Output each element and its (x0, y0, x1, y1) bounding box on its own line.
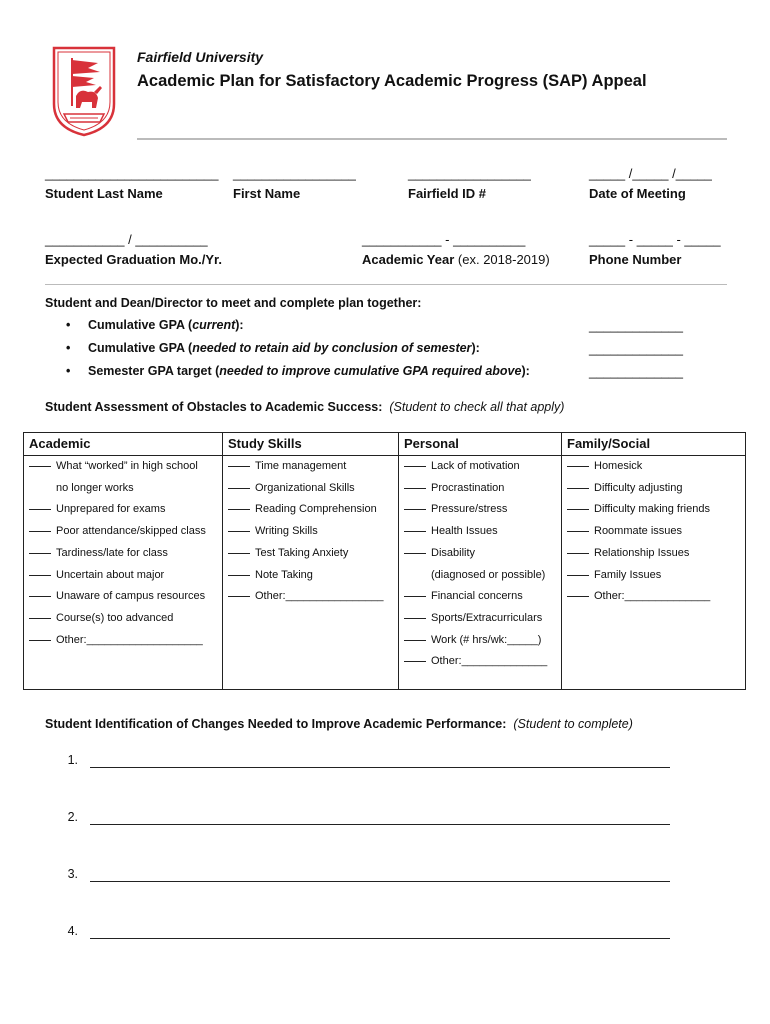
checklist-item[interactable] (29, 586, 222, 608)
first-name-label: First Name (233, 186, 301, 201)
academic-column (24, 456, 223, 690)
checklist-item[interactable] (228, 521, 398, 543)
last-name-field[interactable]: ________________________ (45, 166, 219, 181)
check-blank[interactable] (404, 522, 426, 532)
checklist-item[interactable] (567, 543, 745, 565)
check-blank[interactable] (567, 544, 589, 554)
item-label: no longer works (56, 481, 134, 494)
checklist-item-continuation (404, 565, 561, 587)
check-blank[interactable] (567, 500, 589, 510)
item-label: Course(s) too advanced (56, 611, 174, 624)
check-blank[interactable] (404, 587, 426, 597)
checklist-item[interactable] (228, 478, 398, 500)
checklist-item[interactable] (228, 456, 398, 478)
check-blank[interactable] (29, 609, 51, 619)
checklist-item[interactable] (567, 565, 745, 587)
gpa-item-suffix: ): (471, 341, 480, 355)
checklist-item[interactable] (567, 456, 745, 478)
checklist-item[interactable] (404, 651, 561, 673)
checklist-item[interactable] (567, 521, 745, 543)
changes-heading (45, 717, 633, 731)
section-divider (45, 284, 727, 285)
item-label: Poor attendance/skipped class (56, 525, 206, 538)
item-label: Difficulty making friends (594, 503, 710, 516)
item-label: Health Issues (431, 525, 498, 538)
check-blank[interactable] (228, 566, 250, 576)
item-label: Other:______________ (594, 590, 711, 603)
checklist-item[interactable] (404, 586, 561, 608)
academic-year-label (362, 252, 550, 267)
item-label: Uncertain about major (56, 568, 165, 581)
change-line-2[interactable] (90, 824, 670, 825)
obstacles-instruction: (Student to check all that apply) (389, 400, 565, 414)
check-blank[interactable] (29, 457, 51, 467)
academic-year-field[interactable]: ___________ - __________ (362, 232, 526, 247)
gpa-item-emphasis: current (192, 318, 236, 332)
check-blank[interactable] (29, 631, 51, 641)
bullet: • (66, 364, 71, 378)
checklist-item[interactable] (228, 565, 398, 587)
checklist-item[interactable] (404, 543, 561, 565)
check-blank[interactable] (567, 587, 589, 597)
check-blank[interactable] (29, 587, 51, 597)
change-number-3: 3. (67, 867, 78, 881)
item-label: Sports/Extracurriculars (431, 611, 543, 624)
check-blank[interactable] (567, 479, 589, 489)
item-label: Organizational Skills (255, 481, 355, 494)
change-number-2: 2. (67, 810, 78, 824)
checklist-item-continuation (29, 478, 222, 500)
last-name-label: Student Last Name (45, 186, 163, 201)
gpa-target-field[interactable]: _____________ (589, 364, 683, 379)
check-blank[interactable] (228, 587, 250, 597)
gpa-section-intro: Student and Dean/Director to meet and complete plan together: (45, 296, 422, 310)
check-blank[interactable] (29, 544, 51, 554)
item-label: Test Taking Anxiety (255, 546, 349, 559)
item-label: Other:___________________ (56, 633, 203, 646)
change-number-4: 4. (67, 924, 78, 938)
check-blank[interactable] (404, 544, 426, 554)
university-name: Fairfield University (137, 49, 264, 65)
checklist-item[interactable] (29, 608, 222, 630)
phone-label: Phone Number (589, 252, 682, 267)
personal-column (399, 456, 562, 690)
check-blank[interactable] (29, 566, 51, 576)
change-line-1[interactable] (90, 767, 670, 768)
gpa-item-text: Cumulative GPA ( (88, 318, 193, 332)
change-line-3[interactable] (90, 881, 670, 882)
university-crest-logo (50, 44, 118, 138)
checklist-item[interactable] (228, 499, 398, 521)
bullet: • (66, 318, 71, 332)
check-blank[interactable] (567, 522, 589, 532)
item-label: Writing Skills (255, 525, 318, 538)
item-label: Financial concerns (431, 590, 523, 603)
item-label: Roommate issues (594, 525, 683, 538)
obstacles-heading (45, 400, 564, 414)
column-header-family-social: Family/Social (562, 433, 746, 456)
change-number-1: 1. (67, 753, 78, 767)
item-label: Reading Comprehension (255, 503, 377, 516)
gpa-item-target (66, 364, 530, 378)
checklist-item[interactable] (228, 586, 398, 608)
check-blank[interactable] (404, 479, 426, 489)
check-blank[interactable] (228, 479, 250, 489)
item-label: Note Taking (255, 568, 313, 581)
meeting-date-field[interactable]: _____ /_____ /_____ (589, 166, 712, 181)
item-label: Other:______________ (431, 655, 548, 668)
gpa-item-suffix: ): (235, 318, 244, 332)
check-blank[interactable] (404, 457, 426, 467)
gpa-needed-field[interactable]: _____________ (589, 341, 683, 356)
first-name-field[interactable]: _________________ (233, 166, 356, 181)
graduation-date-label: Expected Graduation Mo./Yr. (45, 252, 222, 267)
check-blank[interactable] (404, 631, 426, 641)
check-blank[interactable] (404, 500, 426, 510)
check-blank[interactable] (228, 457, 250, 467)
check-blank[interactable] (228, 544, 250, 554)
checklist-item[interactable] (404, 456, 561, 478)
item-label: Difficulty adjusting (594, 481, 683, 494)
change-line-4[interactable] (90, 938, 670, 939)
study-skills-column (223, 456, 399, 690)
obstacles-table (23, 432, 746, 690)
item-label: Other:________________ (255, 590, 384, 603)
gpa-item-text: Semester GPA target ( (88, 364, 220, 378)
item-label: Disability (431, 546, 476, 559)
family-social-column (562, 456, 746, 690)
checklist-item[interactable] (29, 543, 222, 565)
checklist-item[interactable] (404, 608, 561, 630)
checklist-item[interactable] (404, 499, 561, 521)
checklist-item[interactable] (404, 521, 561, 543)
item-label: Relationship Issues (594, 546, 690, 559)
column-header-academic: Academic (24, 433, 223, 456)
header-divider (137, 138, 727, 140)
check-blank[interactable] (567, 457, 589, 467)
check-blank[interactable] (228, 522, 250, 532)
column-header-study-skills: Study Skills (223, 433, 399, 456)
academic-year-example: (ex. 2018-2019) (457, 252, 550, 267)
checklist-item[interactable] (567, 586, 745, 608)
checklist-item[interactable] (567, 478, 745, 500)
gpa-item-emphasis: needed to retain aid by conclusion of semester (192, 341, 472, 355)
checklist-item[interactable] (404, 630, 561, 652)
item-label: Time management (255, 460, 347, 472)
academic-year-text: Academic Year (362, 252, 455, 267)
check-blank[interactable] (228, 500, 250, 510)
checklist-item[interactable] (228, 543, 398, 565)
check-blank[interactable] (567, 566, 589, 576)
item-label: Family Issues (594, 568, 662, 581)
column-header-personal: Personal (399, 433, 562, 456)
item-label: Lack of motivation (431, 460, 520, 472)
checklist-item[interactable] (29, 630, 222, 652)
item-label: Unaware of campus resources (56, 590, 206, 603)
gpa-item-current (66, 318, 244, 332)
changes-heading-text: Student Identification of Changes Needed to Improve Academic Performance: (45, 717, 507, 731)
check-blank[interactable] (404, 609, 426, 619)
form-title: Academic Plan for Satisfactory Academic Progress (SAP) Appeal (137, 72, 647, 90)
item-label: Work (# hrs/wk:_____) (431, 633, 542, 646)
obstacles-heading-text: Student Assessment of Obstacles to Academic Success: (45, 400, 383, 414)
check-blank[interactable] (29, 522, 51, 532)
changes-instruction: (Student to complete) (513, 717, 633, 731)
checklist-item[interactable] (29, 565, 222, 587)
check-blank[interactable] (29, 500, 51, 510)
checklist-item[interactable] (29, 499, 222, 521)
checklist-item[interactable] (567, 499, 745, 521)
checklist-item[interactable] (29, 521, 222, 543)
item-label: Unprepared for exams (56, 503, 166, 516)
phone-field[interactable]: _____ - _____ - _____ (589, 232, 721, 247)
fairfield-id-label: Fairfield ID # (408, 186, 487, 201)
gpa-item-suffix: ): (521, 364, 530, 378)
bullet: • (66, 341, 71, 355)
item-label: (diagnosed or possible) (431, 568, 546, 581)
item-label: Pressure/stress (431, 503, 508, 516)
gpa-item-text: Cumulative GPA ( (88, 341, 193, 355)
check-blank[interactable] (404, 652, 426, 662)
item-label: Procrastination (431, 481, 505, 494)
checklist-item[interactable] (404, 478, 561, 500)
graduation-date-field[interactable]: ___________ / __________ (45, 232, 208, 247)
item-label: Homesick (594, 460, 643, 472)
meeting-date-label: Date of Meeting (589, 186, 686, 201)
gpa-item-emphasis: needed to improve cumulative GPA required above (219, 364, 522, 378)
checklist-item[interactable] (29, 456, 222, 478)
gpa-current-field[interactable]: _____________ (589, 318, 683, 333)
item-label: What “worked” in high school (56, 460, 198, 472)
gpa-item-needed (66, 341, 480, 355)
fairfield-id-field[interactable]: _________________ (408, 166, 531, 181)
item-label: Tardiness/late for class (56, 546, 168, 559)
